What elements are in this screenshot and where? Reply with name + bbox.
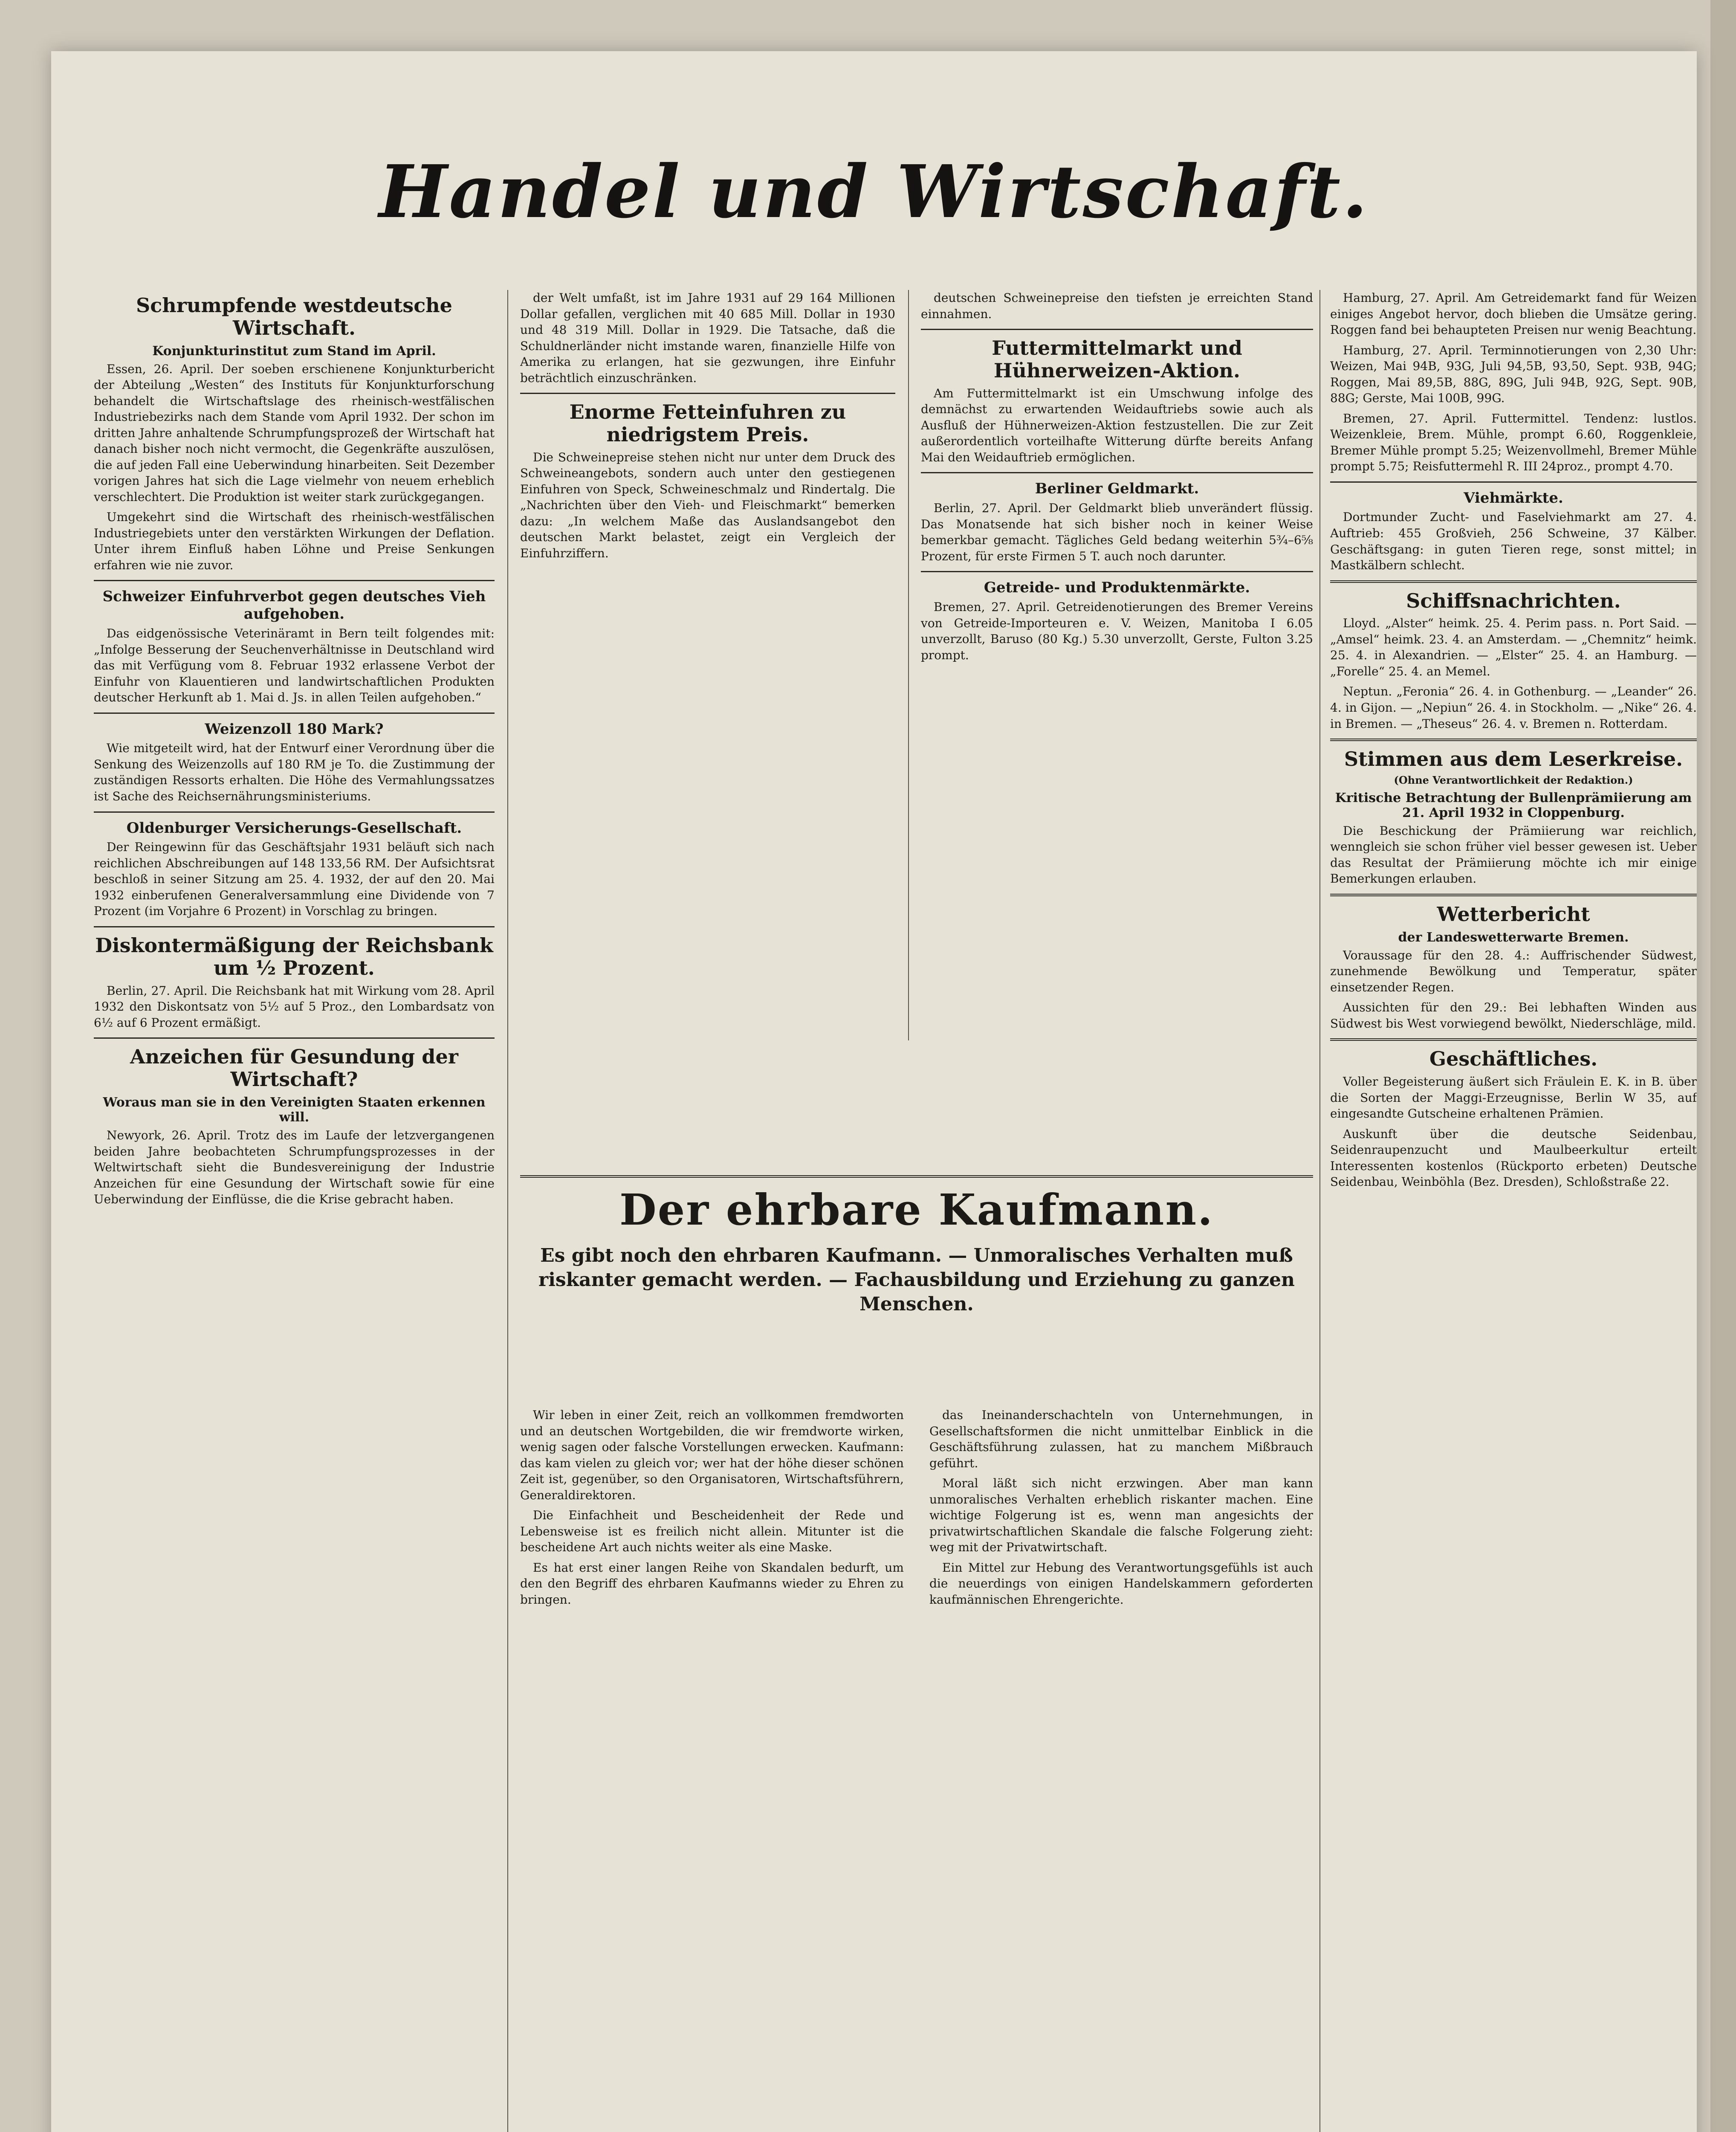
article-paragraph: Voller Begeisterung äußert sich Fräulein E. K. in B. über die Sorten der Maggi-Erzeugnisse, Berlin W 35, auf eingesandte Gutscheine erhaltenen Prämien. xyxy=(1330,1075,1697,1121)
divider xyxy=(94,713,495,714)
article-title: Berliner Geldmarkt. xyxy=(1035,480,1199,498)
article-paragraph: Berlin, 27. April. Die Reichsbank hat mit Wirkung vom 28. April 1932 den Diskontsatz von 5½ auf 5 Proz., den Lombardsatz von 6½ auf 6 Prozent ermäßigt. xyxy=(94,983,495,1030)
divider xyxy=(520,393,895,394)
article-title: Anzeichen für Gesundung der Wirtschaft? xyxy=(130,1045,458,1091)
article-paragraph: Neptun. „Feronia“ 26. 4. in Gothenburg. — „Leander“ 26. 4. in Gijon. — „Nepiun“ 26. 4. in Stockholm. — „Nike“ 26. 4. in Bremen. — „Theseus“ 26. 4. v. Bremen n. Rotterdam. xyxy=(1330,684,1697,731)
article-paragraph: Lloyd. „Alster“ heimk. 25. 4. Perim pass. n. Port Said. — „Amsel“ heimk. 23. 4. an Amsterdam. — „Chemnitz“ heimk. 25. 4. in Alexandrien. — „Elster“ 25. 4. an Hamburg. — „Forelle“ 25. 4. an Memel. xyxy=(1330,616,1697,678)
divider xyxy=(1330,739,1697,741)
article-paragraph: Dortmunder Zucht- und Faselviehmarkt am 27. 4. Auftrieb: 455 Großvieh, 256 Schweine, 37 Kälber. Geschäftsgang: in guten Tieren rege, sonst mittel; in Mastkälbern schlecht. xyxy=(1330,510,1697,573)
article-title: Schrumpfende westdeutsche Wirtschaft. xyxy=(136,294,452,339)
article-title: Weizenzoll 180 Mark? xyxy=(205,720,384,738)
divider xyxy=(94,1037,495,1039)
article-paragraph: deutschen Schweinepreise den tiefsten je erreichten Stand einnahmen. xyxy=(921,291,1313,321)
article-paragraph: Hamburg, 27. April. Terminnotierungen von 2,30 Uhr: Weizen, Mai 94B, 93G, Juli 94,5B, 93,50, Sept. 93B, 94G; Roggen, Mai 89,5B, 88G, 89G, Juli 94B, 92G, Sept. 90B, 88G; Gerste, Mai 100B, 99G. xyxy=(1330,343,1697,406)
feature-article-header xyxy=(520,1168,1313,1325)
article-paragraph: Voraussage für den 28. 4.: Auffrischender Südwest, zunehmende Bewölkung und Temperatur, später einsetzender Regen. xyxy=(1330,948,1697,994)
article-paragraph: Die Beschickung der Prämiierung war reichlich, wenngleich sie schon früher viel besser gewesen ist. Ueber das Resultat der Prämiierung möchte ich mir einige Bemerkungen erlauben. xyxy=(1330,823,1697,886)
divider xyxy=(1330,894,1697,896)
divider xyxy=(520,1175,1313,1178)
article-paragraph: Newyork, 26. April. Trotz des im Laufe der letzvergangenen beiden Jahre beobachteten Schrumpfungsprozesses in der Weltwirtschaft sieht die Bundesvereinigung der Industrie Anzeichen für eine Gesundung der Wirtschaft sowie für eine Ueberwindung der Einflüsse, die die Krise gebracht haben. xyxy=(94,1128,495,1207)
article-paragraph: Wir leben in einer Zeit, reich an vollkommen fremdworten und an deutschen Wortgebilden, die wir fremdworte wirken, wenig sagen oder falsche Vorstellungen erwecken. Kaufmann: das kam vielen zu gleich vor; wer hat der höhe dieser schönen Zeit ist, gegenüber, so den Organisatoren, Wirtschaftsführern, Generaldirektoren. xyxy=(520,1408,904,1502)
divider xyxy=(94,580,495,581)
article-subtitle: Woraus man sie in den Vereinigten Staaten erkennen will. xyxy=(103,1095,486,1125)
feature-subtitle: Es gibt noch den ehrbaren Kaufmann. — Unmoralisches Verhalten muß riskanter gemacht werden. — Fachausbildung und Erziehung zu ganzen Menschen. xyxy=(538,1245,1295,1315)
article-paragraph: Essen, 26. April. Der soeben erschienene Konjunkturbericht der Abteilung „Westen“ des Instituts für Konjunkturforschung behandelt die Wirtschaftslage des rheinisch-westfälischen Industriebezirks nach dem Stande vom April 1932. Der schon im dritten Jahre anhaltende Schrumpfungsprozeß der Wirtschaft hat danach bisher noch nicht vermocht, die Gegenkräfte auszulösen, die auf jeden Fall eine Ueberwindung hinarbeiten. Seit Dezember vorigen Jahres hat sich die Lage vielmehr von neuem erheblich verschlechtert. Die Produktion ist weiter stark zurückgegangen. xyxy=(94,362,495,504)
column-divider xyxy=(1319,290,1320,2132)
article-paragraph: Berlin, 27. April. Der Geldmarkt blieb unverändert flüssig. Das Monatsende hat sich bisher noch in keiner Weise bemerkbar gemacht. Tägliches Geld bedang weiterhin 5¾–6⅝ Prozent, für erste Firmen 5 T. auch noch darunter. xyxy=(921,501,1313,563)
divider xyxy=(94,811,495,813)
divider xyxy=(921,472,1313,473)
feature-column-2 xyxy=(929,1407,1313,2132)
article-subtitle: Kritische Betrachtung der Bullenprämiierung am 21. April 1932 in Cloppenburg. xyxy=(1335,790,1692,820)
article-paragraph: Bremen, 27. April. Getreidenotierungen des Bremer Vereins von Getreide-Importeuren e. V. Weizen, Manitoba I 6.05 unverzollt, Baruso (80 Kg.) 5.30 unverzollt, Gerste, Fulton 3.25 prompt. xyxy=(921,600,1313,662)
article-title: Viehmärkte. xyxy=(1464,489,1563,507)
article-paragraph: Die Schweinepreise stehen nicht nur unter dem Druck des Schweineangebots, sondern auch unter den gestiegenen Einfuhren von Speck, Schweineschmalz und Rindertalg. Die „Nachrichten über den Vieh- und Fleischmarkt“ bemerken dazu: „In welchem Maße das Auslandsangebot den deutschen Markt belastet, zeigt ein Vergleich der Einfuhrziffern. xyxy=(520,450,895,560)
article-title: Getreide- und Produktenmärkte. xyxy=(984,579,1250,597)
article-title: Futtermittelmarkt und Hühnerweizen-Aktion. xyxy=(992,336,1242,382)
article-paragraph: Auskunft über die deutsche Seidenbau, Seidenraupenzucht und Maulbeerkultur erteilt Interessenten kostenlos (Rückporto erbeten) Deutsche Seidenbau, Weinböhla (Bez. Dresden), Schloßstraße 22. xyxy=(1330,1127,1697,1189)
article-paragraph: Aussichten für den 29.: Bei lebhaften Winden aus Südwest bis West vorwiegend bewölkt, Niederschläge, mild. xyxy=(1330,1000,1697,1031)
article-paragraph: Wie mitgeteilt wird, hat der Entwurf einer Verordnung über die Senkung des Weizenzolls auf 180 RM je To. die Zustimmung der zuständigen Ressorts erhalten. Die Höhe des Vermahlungssatzes ist Sache des Reichsernährungsministeriums. xyxy=(94,741,495,803)
article-paragraph: der Welt umfaßt, ist im Jahre 1931 auf 29 164 Millionen Dollar gefallen, verglichen mit 40 685 Mill. Dollar in 1930 und 48 319 Mill. Dollar in 1929. Die Tatsache, daß die Schuldnerländer nicht imstande waren, finanzielle Hilfe von Amerika zu erlangen, hat sie gezwungen, ihre Einfuhr beträchtlich einzuschränken. xyxy=(520,291,895,385)
article-title: Oldenburger Versicherungs-Gesellschaft. xyxy=(126,819,462,837)
divider xyxy=(1330,1038,1697,1041)
article-paragraph: Bremen, 27. April. Futtermittel. Tendenz: lustlos. Weizenkleie, Brem. Mühle, prompt 6.60, Roggenkleie, Bremer Mühle prompt 5.25; Weizenvollmehl, Bremer Mühle prompt 5.75; Reisfuttermehl R. III 24proz., prompt 4.70. xyxy=(1330,411,1697,474)
divider xyxy=(921,329,1313,330)
section-masthead: Handel und Wirtschaft. xyxy=(379,149,1369,235)
article-title: Diskontermäßigung der Reichsbank um ½ Prozent. xyxy=(95,933,493,979)
article-title: Enorme Fetteinfuhren zu niedrigstem Preis. xyxy=(569,400,846,446)
article-paragraph: Ein Mittel zur Hebung des Verantwortungsgefühls ist auch die neuerdings von einigen Handelskammern geforderten kaufmännischen Ehrengerichte. xyxy=(929,1560,1313,1607)
column-1 xyxy=(94,290,495,2132)
article-subtitle: Konjunkturinstitut zum Stand im April. xyxy=(152,343,436,359)
divider xyxy=(1330,481,1697,483)
article-paragraph: Das eidgenössische Veterinäramt in Bern teilt folgendes mit: „Infolge Besserung der Seuchenverhältnisse in Deutschland wird das mit Verfügung vom 8. Februar 1932 erlassene Verbot der Einfuhr von Klauentieren und landwirtschaftlichen Produkten deutscher Herkunft ab 1. Mai d. Js. in allen Teilen aufgehoben.“ xyxy=(94,626,495,705)
article-title: Wetterbericht xyxy=(1437,902,1590,926)
article-paragraph: Die Einfachheit und Bescheidenheit der Rede und Lebensweise ist es freilich nicht allein. Mitunter ist die bescheidene Art auch nichts weiter als eine Maske. xyxy=(520,1508,904,1555)
article-paragraph: Es hat erst einer langen Reihe von Skandalen bedurft, um den den Begriff des ehrbaren Kaufmanns wieder zu Ehren zu bringen. xyxy=(520,1560,904,1607)
column-3 xyxy=(921,290,1313,1032)
feature-column-1 xyxy=(520,1407,904,2132)
column-divider xyxy=(908,290,909,1040)
article-title: Geschäftliches. xyxy=(1429,1047,1598,1071)
divider xyxy=(921,571,1313,572)
article-subtitle: der Landeswetterwarte Bremen. xyxy=(1398,930,1629,945)
article-title: Stimmen aus dem Leserkreise. xyxy=(1344,747,1683,771)
column-divider xyxy=(507,290,508,2132)
column-2 xyxy=(520,290,895,1032)
scan-edge xyxy=(1710,0,1736,2132)
editorial-note: (Ohne Verantwortlichkeit der Redaktion.) xyxy=(1394,773,1633,786)
article-paragraph: Umgekehrt sind die Wirtschaft des rheinisch-westfälischen Industriegebiets unter den verstärkten Wirkungen der Deflation. Unter ihrem Einfluß haben Löhne und Preise Senkungen erfahren wie nie zuvor. xyxy=(94,510,495,572)
column-4 xyxy=(1330,290,1697,2132)
article-paragraph: Am Futtermittelmarkt ist ein Umschwung infolge des demnächst zu erwartenden Weidauftriebs sowie auch als Ausfluß der Hühnerweizen-Aktion festzustellen. Die zur Zeit außerordentlich vorteilhafte Witterung dürfte bereits Anfang Mai den Weidauftrieb ermöglichen. xyxy=(921,386,1313,464)
newspaper-page xyxy=(51,51,1697,2132)
divider xyxy=(1330,580,1697,583)
divider xyxy=(94,926,495,927)
article-title: Schweizer Einfuhrverbot gegen deutsches Vieh aufgehoben. xyxy=(102,588,486,623)
article-title: Schiffsnachrichten. xyxy=(1406,589,1621,612)
article-paragraph: Hamburg, 27. April. Am Getreidemarkt fand für Weizen einiges Angebot hervor, doch blieben die Umsätze gering. Roggen fand bei behaupteten Preisen nur wenig Beachtung. xyxy=(1330,291,1697,337)
article-paragraph: das Ineinanderschachteln von Unternehmungen, in Gesellschaftsformen die nicht unmittelbar Einblick in die Geschäftsführung zulassen, hat zu manchem Mißbrauch geführt. xyxy=(929,1408,1313,1470)
article-paragraph: Moral läßt sich nicht erzwingen. Aber man kann unmoralisches Verhalten erheblich riskanter machen. Eine wichtige Folgerung ist es, wenn man angesichts der privatwirtschaftlichen Skandale die falsche Folgerung zieht: weg mit der Privatwirtschaft. xyxy=(929,1476,1313,1555)
feature-title: Der ehrbare Kaufmann. xyxy=(619,1185,1214,1235)
article-paragraph: Der Reingewinn für das Geschäftsjahr 1931 beläuft sich nach reichlichen Abschreibungen auf 148 133,56 RM. Der Aufsichtsrat beschloß in seiner Sitzung am 25. 4. 1932, der auf den 20. Mai 1932 einberufenen Generalversammlung eine Dividende von 7 Prozent (im Vorjahre 6 Prozent) in Vorschlag zu bringen. xyxy=(94,840,495,918)
